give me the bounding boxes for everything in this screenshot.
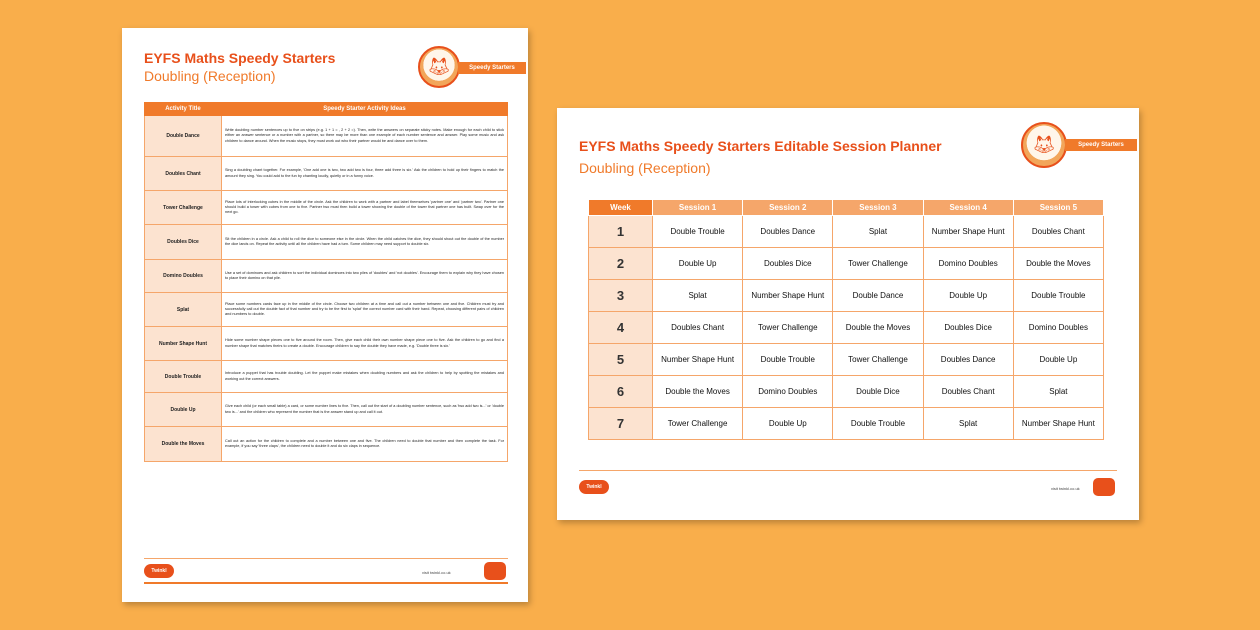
session-cell[interactable]: Double Dice [833, 376, 923, 408]
session-cell[interactable]: Doubles Chant [1013, 216, 1103, 248]
session-cell[interactable]: Double Dance [833, 280, 923, 312]
table-row [145, 157, 508, 191]
table-row [145, 116, 508, 157]
table-row [145, 393, 508, 427]
mascot-badge [418, 46, 460, 88]
session-cell[interactable]: Tower Challenge [833, 248, 923, 280]
activity-title: Splat [145, 293, 222, 327]
session-cell[interactable]: Number Shape Hunt [923, 216, 1013, 248]
table-row [145, 361, 508, 393]
session-cell[interactable]: Double the Moves [833, 312, 923, 344]
page-subtitle: Doubling (Reception) [579, 160, 711, 176]
speedy-starters-tag: Speedy Starters [458, 62, 526, 74]
session-cell[interactable]: Tower Challenge [833, 344, 923, 376]
session-cell[interactable]: Number Shape Hunt [653, 344, 743, 376]
activity-description: Hide some number shape pieces one to five around the room. Then, give each child their own number shape piece one to five. Ask the children to go and find a number shape that matches theirs to create a double. Encourage children to say the double they have made, e.g. 'Double three is six.' [222, 327, 508, 361]
week-number: 6 [589, 376, 653, 408]
table-row [589, 376, 1104, 408]
session-cell[interactable]: Doubles Dice [923, 312, 1013, 344]
footer-url: visit twinkl.co.uk [1051, 486, 1080, 491]
footer-url: visit twinkl.co.uk [422, 570, 451, 575]
week-number: 2 [589, 248, 653, 280]
footer-divider [144, 558, 508, 559]
session-cell[interactable]: Doubles Dice [743, 248, 833, 280]
session-cell[interactable]: Splat [653, 280, 743, 312]
activity-title: Double Trouble [145, 361, 222, 393]
session-cell[interactable]: Double Trouble [653, 216, 743, 248]
session-cell[interactable]: Doubles Chant [923, 376, 1013, 408]
table-row [145, 427, 508, 462]
session-cell[interactable]: Double Trouble [1013, 280, 1103, 312]
column-header-activity-title: Activity Title [145, 103, 222, 116]
week-number: 3 [589, 280, 653, 312]
session-cell[interactable]: Double Up [653, 248, 743, 280]
week-number: 1 [589, 216, 653, 248]
fox-mascot-icon: 🦊︎ [1032, 134, 1056, 155]
activity-title: Double the Moves [145, 427, 222, 462]
activity-description: Introduce a puppet that has trouble doubling. Let the puppet make mistakes when doubling numbers and ask the children to help by spotting the mistakes and working out the correct answers. [222, 361, 508, 393]
table-row [589, 248, 1104, 280]
column-header-week: Week [589, 200, 653, 216]
session-cell[interactable]: Double Up [1013, 344, 1103, 376]
twinkl-logo: Twinkl [579, 480, 609, 494]
session-cell[interactable]: Double Up [743, 408, 833, 440]
session-cell[interactable]: Domino Doubles [1013, 312, 1103, 344]
table-row [589, 344, 1104, 376]
activity-ideas-page [122, 28, 528, 602]
session-cell[interactable]: Double Up [923, 280, 1013, 312]
session-cell[interactable]: Domino Doubles [923, 248, 1013, 280]
table-row [145, 260, 508, 293]
column-header-activity-ideas: Speedy Starter Activity Ideas [222, 103, 508, 116]
week-number: 7 [589, 408, 653, 440]
activity-description: Place some numbers cards face up in the middle of the circle. Choose two children at a time and call out a number between one and five. Children must try and successfully call out the double fact of that number and try to be the first to 'splat' the correct number card with their hand. Repeat, choosing different pairs of children and numbers to double. [222, 293, 508, 327]
table-row [589, 280, 1104, 312]
session-cell[interactable]: Double Trouble [833, 408, 923, 440]
session-cell[interactable]: Splat [833, 216, 923, 248]
session-cell[interactable]: Tower Challenge [653, 408, 743, 440]
session-cell[interactable]: Doubles Chant [653, 312, 743, 344]
column-header-session-2: Session 2 [743, 200, 833, 216]
activity-description: Place lots of interlocking cubes in the middle of the circle. Ask the children to work with a partner and label themselves 'partner one' and 'partner two'. Partner one should build a tower with cubes from one to five. Partner two must then build a tower showing the double of the tower that partner one has built. Swap over for the next go. [222, 191, 508, 225]
footer-badge-icon [484, 562, 506, 580]
activity-title: Tower Challenge [145, 191, 222, 225]
table-row [145, 293, 508, 327]
mascot-badge [1021, 122, 1067, 168]
activity-title: Double Dance [145, 116, 222, 157]
activity-table [144, 102, 508, 462]
table-row [145, 191, 508, 225]
footer-divider [579, 470, 1117, 471]
session-cell[interactable]: Double the Moves [1013, 248, 1103, 280]
table-row [589, 216, 1104, 248]
fox-mascot-icon: 🦊︎ [427, 56, 451, 77]
twinkl-logo: Twinkl [144, 564, 174, 578]
page-title: EYFS Maths Speedy Starters [144, 50, 336, 66]
activity-title: Doubles Chant [145, 157, 222, 191]
page-subtitle: Doubling (Reception) [144, 68, 276, 84]
session-cell[interactable]: Tower Challenge [743, 312, 833, 344]
column-header-session-5: Session 5 [1013, 200, 1103, 216]
activity-description: Write doubling number sentences up to five on strips (e.g. 1 + 1 = , 2 + 2 =). Then, write the answers on separate sticky notes. Make enough for each child to stick either an answer sentence or a number with a partner, so there may be more than one example of each number sentence and answer. Play some music and ask children to dance around. When the music stops, they must work out who their partner would be and dance over to them. [222, 116, 508, 157]
table-row [145, 327, 508, 361]
table-row [589, 312, 1104, 344]
session-cell[interactable]: Doubles Dance [743, 216, 833, 248]
activity-title: Number Shape Hunt [145, 327, 222, 361]
activity-description: Give each child (or each small table) a card, or some number lines to five. Then, call out the start of a doubling number sentence, such as 'two add two is...' or 'double two is...' and the children who represent the number that is the answer stand up and call it out. [222, 393, 508, 427]
table-row [589, 408, 1104, 440]
session-cell[interactable]: Double the Moves [653, 376, 743, 408]
column-header-session-4: Session 4 [923, 200, 1013, 216]
session-cell[interactable]: Number Shape Hunt [1013, 408, 1103, 440]
footer-bar [144, 582, 508, 584]
session-planner-table [588, 199, 1104, 440]
session-cell[interactable]: Number Shape Hunt [743, 280, 833, 312]
activity-description: Sit the children in a circle. Ask a child to roll the dice to someone else in the circle. When the child catches the dice, they should shout out the double of the number the dice lands on. Repeat the activity until all the children have had a turn. Some children may need support to double six. [222, 225, 508, 260]
week-number: 5 [589, 344, 653, 376]
session-planner-page [557, 108, 1139, 520]
activity-description: Use a set of dominoes and ask children to sort the individual dominoes into two piles of 'doubles' and 'not doubles'. Encourage them to explain why they have chosen to place their domino on that pile. [222, 260, 508, 293]
session-cell[interactable]: Domino Doubles [743, 376, 833, 408]
activity-description: Call out an action for the children to complete and a number between one and five. The children need to double that number and then complete the task. For example, if you say 'three claps', the children need to double it and do six claps in sequence. [222, 427, 508, 462]
week-number: 4 [589, 312, 653, 344]
table-row [145, 225, 508, 260]
session-cell[interactable]: Double Trouble [743, 344, 833, 376]
column-header-session-3: Session 3 [833, 200, 923, 216]
column-header-session-1: Session 1 [653, 200, 743, 216]
activity-title: Doubles Dice [145, 225, 222, 260]
footer-badge-icon [1093, 478, 1115, 496]
activity-title: Domino Doubles [145, 260, 222, 293]
session-cell[interactable]: Splat [1013, 376, 1103, 408]
speedy-starters-tag: Speedy Starters [1065, 139, 1137, 151]
page-title: EYFS Maths Speedy Starters Editable Session Planner [579, 138, 942, 154]
activity-title: Double Up [145, 393, 222, 427]
session-cell[interactable]: Splat [923, 408, 1013, 440]
session-cell[interactable]: Doubles Dance [923, 344, 1013, 376]
activity-description: Sing a doubling chant together. For example, 'One add one is two, two add two is four, three add three is six.' Ask the children to hold up their fingers to match the amount they sing. You could add to the fun by chanting loudly, quietly or in a funny voice. [222, 157, 508, 191]
